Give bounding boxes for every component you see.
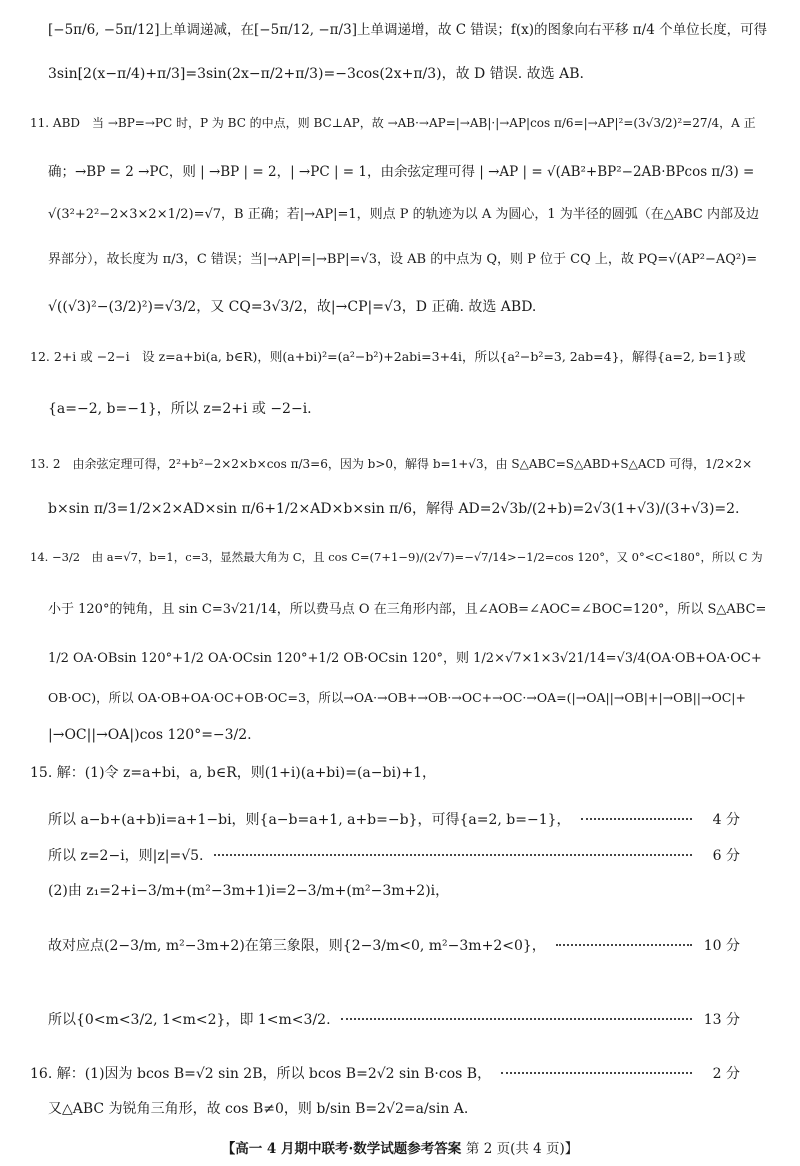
text-line: b×sin π/3=1/2×2×AD×sin π/6+1/2×AD×b×sin π/6，解得 AD=2√3b/(2+b)=2√3(1+√3)/(3+√3)=2. bbox=[48, 501, 740, 517]
dotted-leader bbox=[214, 854, 693, 856]
dotted-leader bbox=[556, 944, 692, 946]
dotted-leader bbox=[581, 818, 692, 820]
score-line bbox=[48, 938, 770, 955]
text-line: OB·OC)，所以 OA·OB+OA·OC+OB·OC=3，所以→OA·→OB+→OB·→OC+→OC·→OA=(|→OA||→OB|+|→OB||→OC|+ bbox=[48, 690, 746, 705]
text-line: √((√3)²−(3/2)²)=√3/2，又 CQ=3√3/2，故|→CP|=√3，D 正确. 故选 ABD. bbox=[48, 299, 537, 315]
score-label: 13 分 bbox=[703, 1012, 740, 1028]
text-line: 12. 2+i 或 −2−i 设 z=a+bi(a, b∈R)，则(a+bi)²=(a²−b²)+2abi=3+4i，所以{a²−b²=3, 2ab=4}，解得{a=2, b=1}或 bbox=[30, 349, 746, 364]
text-line: 1/2 OA·OBsin 120°+1/2 OA·OCsin 120°+1/2 OB·OCsin 120°，则 1/2×√7×1×3√21/14=√3/4(OA·OB+OA·OC+ bbox=[48, 651, 762, 666]
text-line: 又△ABC 为锐角三角形，故 cos B≠0，则 b/sin B=2√2=a/sin A. bbox=[48, 1101, 469, 1117]
text-line: |→OC||→OA|)cos 120°=−3/2. bbox=[48, 727, 252, 743]
step-text: 故对应点(2−3/m, m²−3m+2)在第三象限，则{2−3/m<0, m²−3m+2<0}， bbox=[48, 938, 546, 954]
score-label: 4 分 bbox=[712, 812, 740, 828]
score-line bbox=[30, 1066, 770, 1083]
text-line: 14. −3/2 由 a=√7，b=1，c=3，显然最大角为 C，且 cos C=(7+1−9)/(2√7)=−√7/14>−1/2=cos 120°，又 0°<C<180°，所以 C 为 bbox=[30, 550, 763, 564]
text-line: {a=−2, b=−1}，所以 z=2+i 或 −2−i. bbox=[48, 401, 312, 417]
footer-title: 【高一 4 月期中联考·数学试题参考答案 bbox=[221, 1141, 462, 1157]
step-text: 16. 解：(1)因为 bcos B=√2 sin 2B，所以 bcos B=2√2 sin B·cos B， bbox=[30, 1066, 492, 1082]
text-line: 15. 解：(1)令 z=a+bi，a, b∈R，则(1+i)(a+bi)=(a−bi)+1， bbox=[30, 765, 437, 781]
page-footer bbox=[0, 1137, 800, 1157]
footer-page-number: 第 2 页(共 4 页)】 bbox=[465, 1141, 579, 1157]
text-line: 13. 2 由余弦定理可得，2²+b²−2×2×b×cos π/3=6，因为 b>0，解得 b=1+√3，由 S△ABC=S△ABD+S△ACD 可得，1/2×2× bbox=[30, 457, 753, 471]
step-text: 所以 z=2−i，则|z|=√5. bbox=[48, 848, 204, 864]
text-line: √(3²+2²−2×3×2×1/2)=√7，B 正确；若|→AP|=1，则点 P 的轨迹为以 A 为圆心，1 为半径的圆弧（在△ABC 内部及边 bbox=[48, 207, 760, 222]
text-line: (2)由 z₁=2+i−3/m+(m²−3m+1)i=2−3/m+(m²−3m+2)i， bbox=[48, 883, 450, 899]
text-line: 3sin[2(x−π/4)+π/3]=3sin(2x−π/2+π/3)=−3cos(2x+π/3)，故 D 错误. 故选 AB. bbox=[48, 66, 584, 82]
text-line: 11. ABD 当 →BP=→PC 时，P 为 BC 的中点，则 BC⊥AP，故 →AB·→AP=|→AB|·|→AP|cos π/6=|→AP|²=(3√3/2)²=27/4，A 正 bbox=[30, 116, 756, 130]
text-line: [−5π/6, −5π/12]上单调递减，在[−5π/12, −π/3]上单调递增，故 C 错误；f(x)的图象向右平移 π/4 个单位长度，可得 bbox=[48, 22, 768, 38]
score-label: 10 分 bbox=[703, 938, 740, 954]
step-text: 所以{0<m<3/2, 1<m<2}，即 1<m<3/2. bbox=[48, 1012, 331, 1028]
score-label: 6 分 bbox=[712, 848, 740, 864]
text-line: 界部分），故长度为 π/3，C 错误；当|→AP|=|→BP|=√3，设 AB 的中点为 Q，则 P 位于 CQ 上，故 PQ=√(AP²−AQ²)= bbox=[48, 252, 758, 267]
score-line bbox=[48, 1012, 770, 1029]
score-line bbox=[48, 848, 770, 865]
step-text: 所以 a−b+(a+b)i=a+1−bi，则{a−b=a+1, a+b=−b}，可得{a=2, b=−1}， bbox=[48, 812, 571, 828]
dotted-leader bbox=[341, 1018, 692, 1020]
score-line bbox=[48, 812, 770, 829]
score-label: 2 分 bbox=[712, 1066, 740, 1082]
dotted-leader bbox=[501, 1072, 692, 1074]
text-line: 确；→BP = 2 →PC，则 | →BP | = 2，| →PC | = 1，由余弦定理可得 | →AP | = √(AB²+BP²−2AB·BPcos π/3) = bbox=[48, 164, 755, 180]
text-line: 小于 120°的钝角，且 sin C=3√21/14，所以费马点 O 在三角形内部，且∠AOB=∠AOC=∠BOC=120°，所以 S△ABC= bbox=[48, 602, 767, 617]
